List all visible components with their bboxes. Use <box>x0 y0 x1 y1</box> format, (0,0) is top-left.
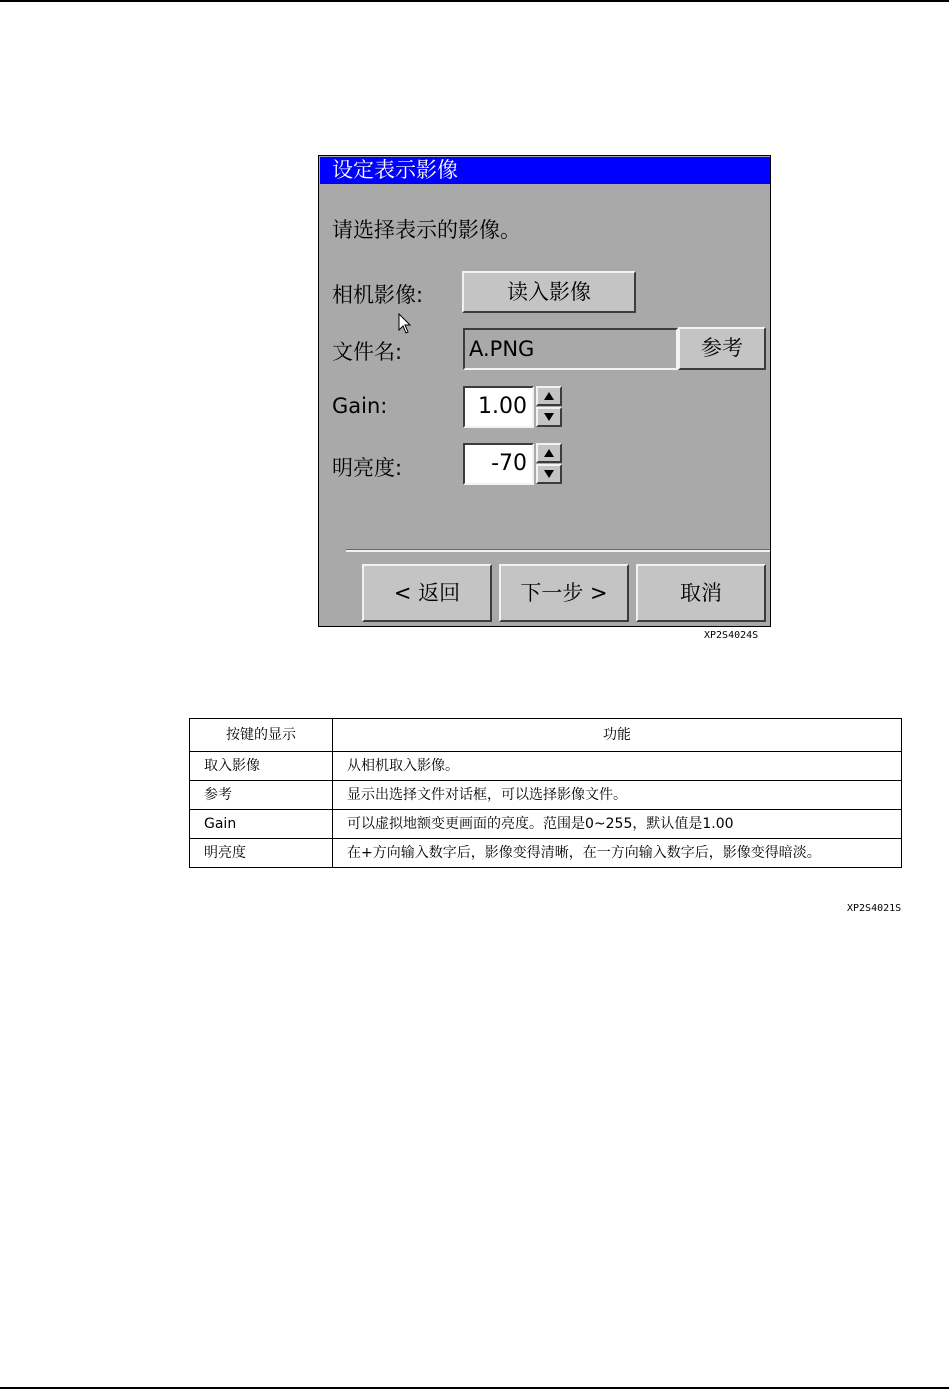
table-cell-function: 从相机取入影像。 <box>333 752 902 781</box>
key-function-table <box>189 718 902 868</box>
browse-button[interactable]: 参考 <box>678 327 766 370</box>
table-header-function: 功能 <box>333 719 902 752</box>
table-row <box>190 781 902 810</box>
arrow-cursor-icon <box>398 313 412 335</box>
set-display-image-dialog <box>318 155 771 627</box>
table-cell-function: 显示出选择文件对话框，可以选择影像文件。 <box>333 781 902 810</box>
page-top-rule <box>0 0 949 2</box>
brightness-input[interactable]: -70 <box>463 443 534 485</box>
table-cell-key: Gain <box>190 810 333 839</box>
table-cell-key: 参考 <box>190 781 333 810</box>
dialog-separator <box>346 549 770 552</box>
load-image-button[interactable]: 读入影像 <box>462 271 636 313</box>
brightness-spin-down-button[interactable] <box>536 464 562 484</box>
cancel-button[interactable]: 取消 <box>636 564 766 622</box>
dialog-figure-code: XP2S4024S <box>704 630 759 641</box>
camera-image-label: 相机影像: <box>332 283 424 307</box>
gain-label: Gain: <box>332 394 388 418</box>
page-bottom-rule <box>0 1387 949 1389</box>
spin-up-icon <box>543 448 555 458</box>
table-cell-function: 在+方向输入数字后，影像变得清晰，在一方向输入数字后，影像变得暗淡。 <box>333 839 902 868</box>
gain-input[interactable]: 1.00 <box>463 386 534 428</box>
brightness-label: 明亮度: <box>332 456 403 480</box>
gain-spin-down-button[interactable] <box>536 407 562 427</box>
table-header-key: 按键的显示 <box>190 719 333 752</box>
table-cell-key: 明亮度 <box>190 839 333 868</box>
spin-up-icon <box>543 391 555 401</box>
dialog-prompt: 请选择表示的影像。 <box>332 218 521 242</box>
table-row <box>190 839 902 868</box>
gain-spin-up-button[interactable] <box>536 386 562 406</box>
dialog-titlebar: 设定表示影像 <box>320 157 770 184</box>
table-header-row <box>190 719 902 752</box>
table-figure-code: XP2S4021S <box>847 903 902 914</box>
table-row <box>190 752 902 781</box>
table-row <box>190 810 902 839</box>
spin-down-icon <box>543 469 555 479</box>
spin-down-icon <box>543 412 555 422</box>
next-button[interactable]: 下一步 > <box>499 564 629 622</box>
back-button[interactable]: < 返回 <box>362 564 492 622</box>
filename-label: 文件名: <box>332 340 403 364</box>
table-cell-key: 取入影像 <box>190 752 333 781</box>
brightness-spin-up-button[interactable] <box>536 443 562 463</box>
table-cell-function: 可以虚拟地额变更画面的亮度。范围是0~255，默认值是1.00 <box>333 810 902 839</box>
filename-field[interactable]: A.PNG <box>463 328 678 370</box>
